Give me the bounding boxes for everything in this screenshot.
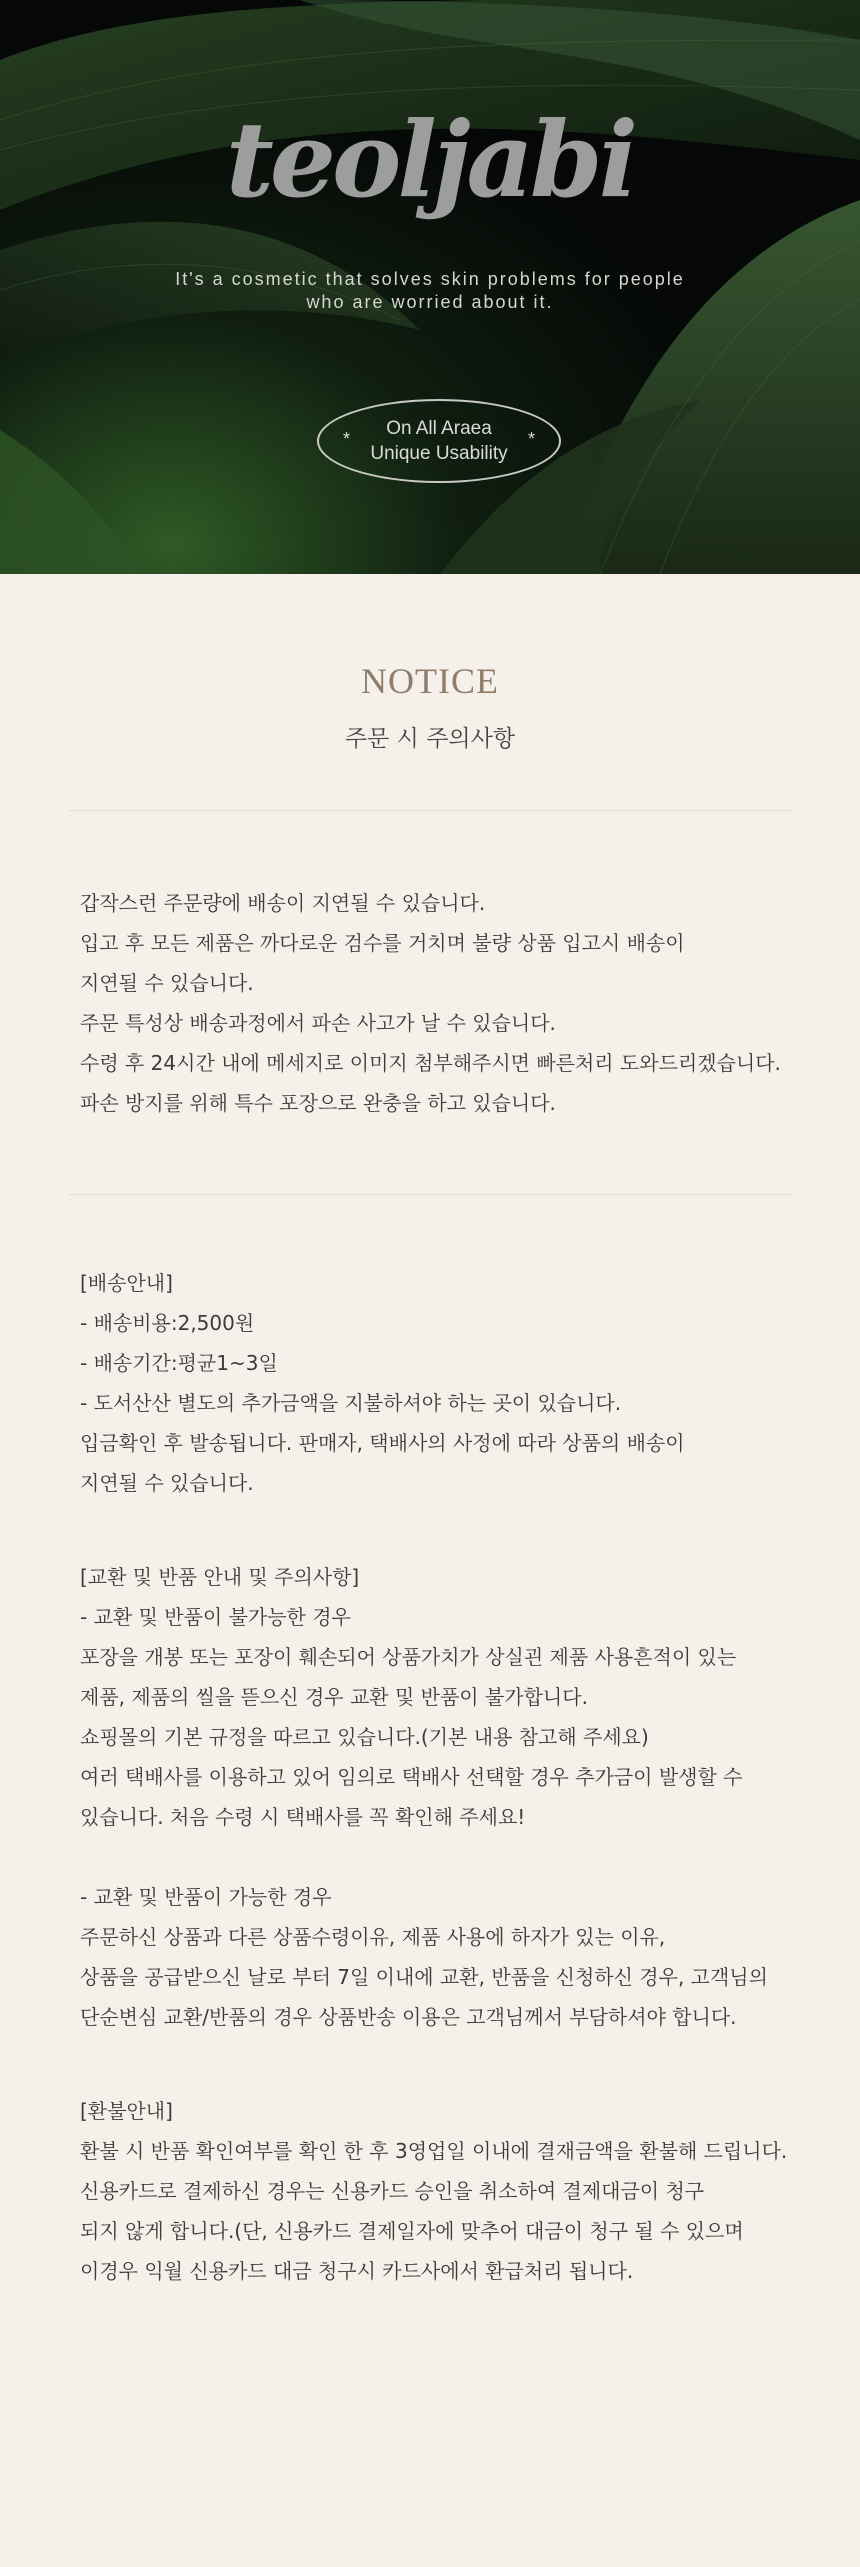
text-line: 상품을 공급받으신 날로 부터 7일 이내에 교환, 반품을 신청하신 경우, 고객님의 — [80, 1965, 768, 1989]
text-line: 입고 후 모든 제품은 까다로운 검수를 거치며 불량 상품 입고시 배송이 — [80, 931, 685, 955]
text-line: 단순변심 교환/반품의 경우 상품반송 이용은 고객님께서 부담하셔야 합니다. — [80, 2005, 737, 2029]
text-line: 환불 시 반품 확인여부를 확인 한 후 3영업일 이내에 결재금액을 환불해 드립니다. — [80, 2139, 788, 2163]
text-line: - 배송기간:평균1~3일 — [80, 1351, 278, 1375]
text-line: 지연될 수 있습니다. — [80, 1471, 254, 1495]
text-line: 주문하신 상품과 다른 상품수령이유, 제품 사용에 하자가 있는 이유, — [80, 1925, 666, 1949]
text-line: 신용카드로 결제하신 경우는 신용카드 승인을 취소하여 결제대금이 청구 — [80, 2179, 705, 2203]
star-icon: * — [343, 429, 351, 449]
notice-title: NOTICE — [361, 661, 499, 701]
exchange-allowed-block — [80, 1877, 800, 2037]
text-line: 이경우 익월 신용카드 대금 청구시 카드사에서 환급처리 됩니다. — [80, 2259, 634, 2283]
tagline-line-2: who are worried about it. — [306, 292, 554, 312]
section-heading: [교환 및 반품 안내 및 주의사항] — [80, 1565, 360, 1589]
text-line: 지연될 수 있습니다. — [80, 971, 254, 995]
badge-line-2: Unique Usability — [370, 443, 508, 464]
section-divider — [69, 810, 791, 811]
star-icon: * — [527, 429, 535, 449]
text-line: 되지 않게 합니다.(단, 신용카드 결제일자에 맞추어 대금이 청구 될 수 있으며 — [80, 2219, 744, 2243]
shipping-info-block — [80, 1263, 800, 1503]
tagline-line-1: It's a cosmetic that solves skin problems for people — [175, 269, 685, 289]
text-line: - 교환 및 반품이 불가능한 경우 — [80, 1605, 351, 1629]
text-line: - 도서산산 별도의 추가금액을 지불하셔야 하는 곳이 있습니다. — [80, 1391, 622, 1415]
text-line: 포장을 개봉 또는 포장이 훼손되어 상품가치가 상실괸 제품 사용흔적이 있는 — [80, 1645, 737, 1669]
tagline — [0, 268, 860, 314]
badge-line-1: On All Araea — [386, 418, 492, 439]
refund-info-block — [80, 2091, 800, 2291]
text-line: 쇼핑몰의 기본 규정을 따르고 있습니다.(기본 내용 참고해 주세요) — [80, 1725, 649, 1749]
text-line: 입금확인 후 발송됩니다. 판매자, 택배사의 사정에 따라 상품의 배송이 — [80, 1431, 685, 1455]
section-divider — [69, 1194, 791, 1195]
text-line: - 교환 및 반품이 가능한 경우 — [80, 1885, 332, 1909]
text-line: 갑작스런 주문량에 배송이 지연될 수 있습니다. — [80, 891, 486, 915]
text-line: 파손 방지를 위해 특수 포장으로 완충을 하고 있습니다. — [80, 1091, 556, 1115]
section-heading: [환불안내] — [80, 2099, 173, 2123]
text-line: 수령 후 24시간 내에 메세지로 이미지 첨부해주시면 빠른처리 도와드리겠습니다. — [80, 1051, 781, 1075]
text-line: - 배송비용:2,500원 — [80, 1311, 255, 1335]
notice-subtitle: 주문 시 주의사항 — [344, 726, 516, 752]
text-line: 제품, 제품의 씰을 뜯으신 경우 교환 및 반품이 불가합니다. — [80, 1685, 588, 1709]
text-line: 주문 특성상 배송과정에서 파손 사고가 날 수 있습니다. — [80, 1011, 556, 1035]
exchange-not-allowed-block — [80, 1557, 800, 1837]
intro-text-block — [80, 883, 800, 1123]
brand-logo: teoljabi — [225, 98, 635, 221]
hero-banner — [0, 0, 860, 574]
section-heading: [배송안내] — [80, 1271, 173, 1295]
text-line: 있습니다. 처음 수령 시 택배사를 꼭 확인해 주세요! — [80, 1805, 526, 1829]
usability-badge — [317, 399, 561, 483]
text-line: 여러 택배사를 이용하고 있어 임의로 택배사 선택할 경우 추가금이 발생할 수 — [80, 1765, 743, 1789]
